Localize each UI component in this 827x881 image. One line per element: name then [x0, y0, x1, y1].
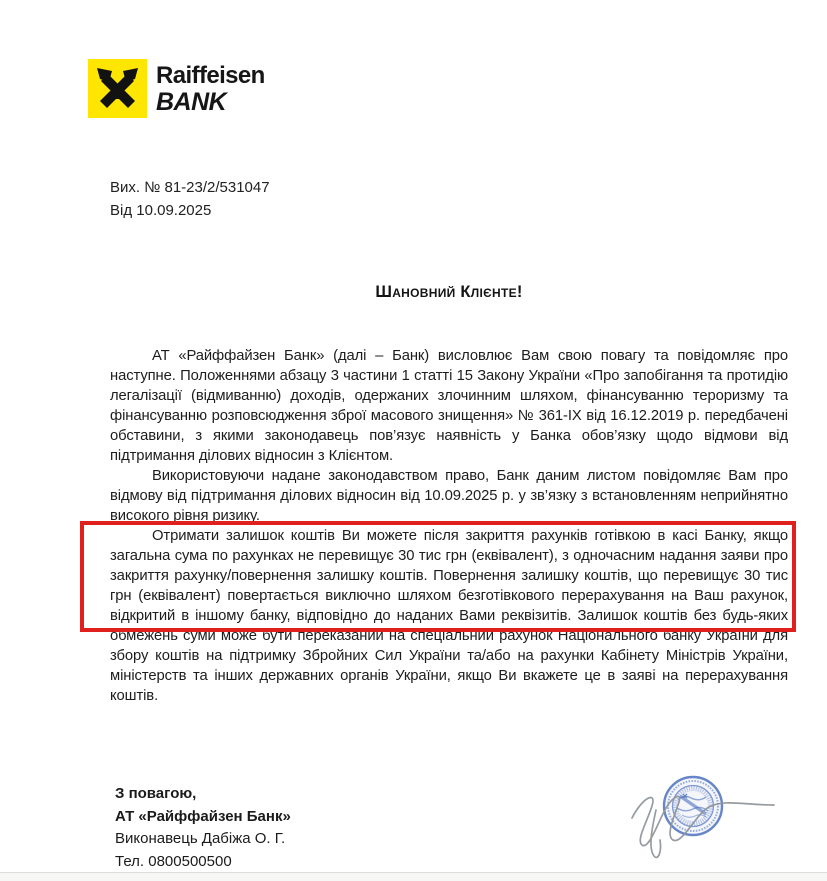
outgoing-ref-number: Вих. № 81-23/2/531047: [110, 179, 270, 196]
viewer-bottom-strip: [0, 872, 827, 881]
paragraph-funds-return: Отримати залишок коштів Ви можете після закриття рахунків готівкою в касі Банку, якщо загальна сума по рахунках не перевищує 30 тис грн (еквівалент), з одночасним надання заяви про закриття рахунку/повернення залишку коштів. Повернення залишку коштів, що перевищує 30 тис грн (еквівалент) повертається виключно шляхом безготівкового перерахування на Ваш рахунок, відкритий в іншому банку, відповідно до наданих Вами реквізитів. Залишок коштів без будь-яких обмежень суми може бути переказаний на спеціальний рахунок Національного банку України для збору коштів на підтримку Збройних Сил України та/або на рахунки Кабінету Міністрів України, міністерств та інших державних органів України, якщо Ви вкажете це в заяві на перерахування коштів.: [110, 528, 788, 704]
logo-brand-name: Raiffeisen: [156, 61, 265, 89]
closing-company: АТ «Райффайзен Банк»: [115, 807, 291, 825]
closing-executor: Виконавець Дабіжа О. Г.: [115, 830, 286, 847]
closing-block: [115, 783, 291, 873]
letter-body: [110, 346, 788, 706]
salutation-heading: Шановний Клієнте!: [375, 283, 523, 301]
bank-round-stamp-icon: [612, 752, 797, 867]
logo-yellow-square: [88, 59, 147, 118]
reference-block: [110, 176, 270, 222]
logo-text: [156, 62, 265, 116]
stamp-and-signature: [612, 752, 797, 867]
closing-regards: З повагою,: [115, 785, 197, 802]
logo-brand-sub: BANK: [156, 87, 227, 116]
letter-date: Від 10.09.2025: [110, 202, 212, 219]
paragraph-refusal: Використовуючи надане законодавством право, Банк даним листом повідомляє Вам про відмову від підтримання ділових відносин від 10.09.2025 р. у зв’язку з встановленням неприйнятно високого рівня ризику.: [110, 468, 788, 524]
paragraph-intro: АТ «Райффайзен Банк» (далі – Банк) висловлює Вам свою повагу та повідомляє про наступне. Положеннями абзацу 3 частини 1 статті 15 Закону України «Про запобігання та протидію легалізації (відмиванню) доходів, одержаних злочинним шляхом, фінансуванню тероризму та фінансуванню розповсюдження зброї масового знищення» № 361-ІХ від 16.12.2019 р. передбачені обставини, з якими законодавець пов’язує наявність у Банка обов’язку щодо відмови від підтримання ділових відносин з Клієнтом.: [110, 348, 788, 464]
gable-cross-icon: [88, 59, 147, 118]
closing-phone: Тел. 0800500500: [115, 852, 232, 870]
raiffeisen-logo: [88, 59, 265, 118]
